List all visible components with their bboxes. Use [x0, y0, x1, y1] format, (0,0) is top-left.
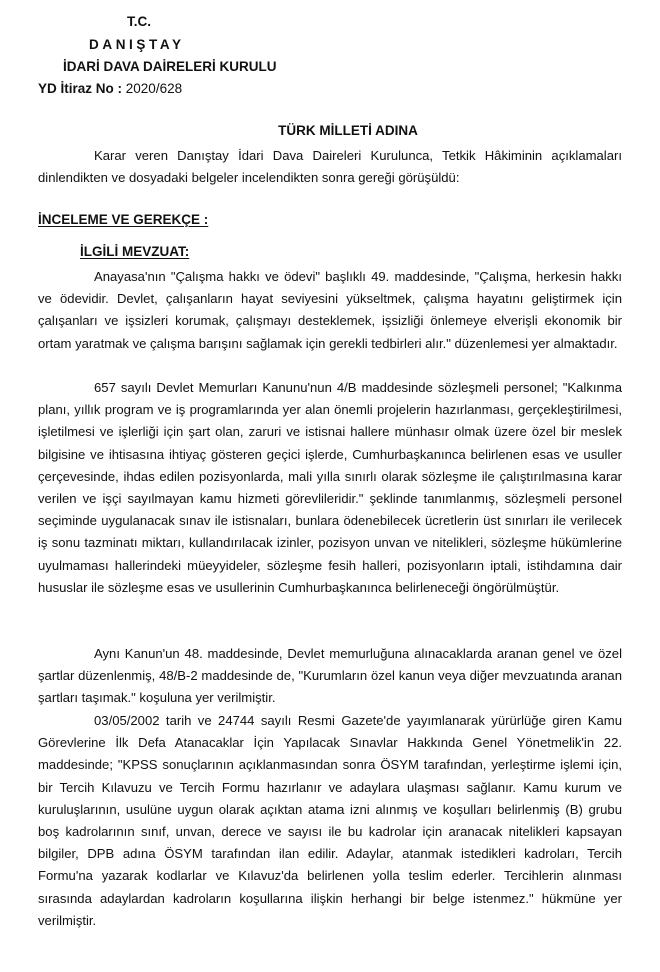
header-file-reference	[38, 81, 182, 96]
subsection-heading: İLGİLİ MEVZUAT:	[80, 244, 190, 259]
body-paragraph: Aynı Kanun'un 48. maddesinde, Devlet memurluğuna alınacaklarda aranan genel ve özel şartlar düzenlenmiş, 48/B-2 maddesinde de, "Kurumların özel kanun veya diğer mevzuatında aranan şartları taşımak." koşuluna yer verilmiştir.	[38, 646, 622, 706]
file-number: 2020/628	[125, 81, 183, 96]
page-title: TÜRK MİLLETİ ADINA	[278, 123, 418, 138]
intro-paragraph: Karar veren Danıştay İdari Dava Daireleri Kurulunca, Tetkik Hâkiminin açıklamaları dinlendikten ve dosyadaki belgeler incelendikten sonra gereği görüşüldü:	[38, 148, 622, 186]
header-tc: T.C.	[127, 14, 152, 29]
body-paragraph: Anayasa'nın "Çalışma hakkı ve ödevi" başlıklı 49. maddesinde, "Çalışma, herkesin hakkı ve ödevidir. Devlet, çalışanların hayat seviyesini yükseltmek, çalışma hayatını geliştirmek için çalışanları ve işsizleri korumak, çalışmayı desteklemek, işsizliği önlemeye elverişli ekonomik bir ortam yaratmak ve çalışma barışını sağlamak için gerekli tedbirleri alır." düzenlemesi yer almaktadır.	[38, 269, 622, 351]
body-paragraph: 03/05/2002 tarih ve 24744 sayılı Resmi Gazete'de yayımlanarak yürürlüğe giren Kamu Görevlerine İlk Defa Atanacaklar İçin Yapılacak Sınavlar Hakkında Genel Yönetmelik'in 22. maddesinde; "KPSS sonuçlarının açıklanmasından sonra ÖSYM tarafından, yerleştirme işlemi için, bir Tercih Kılavuzu ve Tercih Formu hazırlanır ve adaylara ulaşması sağlanır. Kamu kurum ve kuruluşlarının, usulüne uygun olarak açıktan atama izni alınmış ve koşulları belirlenmiş (B) grubu boş kadrolarının sınıf, unvan, derece ve sayısı ile bu kadrolar için aranacak nitelikleri kapsayan bilgiler, DPB adına ÖSYM tarafından ilan edilir. Adaylar, atanmak istedikleri kadroları, Tercih Formu'na yazarak kodlarlar ve Kılavuz'da belirlenen yolla teslim ederler. Tercihlerin alınması sırasında adaylardan kadroların koşullarına ilişkin herhangi bir belge istenmez." hükmüne yer verilmiştir.	[38, 713, 622, 928]
body-paragraph: 657 sayılı Devlet Memurları Kanunu'nun 4/B maddesinde sözleşmeli personel; "Kalkınma planı, yıllık program ve iş programlarında yer alan önemli projelerin hazırlanması, gerçekleştirilmesi, işletilmesi ve işlerliği için şart olan, zaruri ve istisnai hallere münhasır olmak üzere özel bir meslek bilgisine ve ihtisasına ihtiyaç gösteren geçici işlerde, Cumhurbaşkanınca belirlenen esas ve usuller çerçevesinde, ihdas edilen pozisyonlarda, mali yılla sınırlı olarak sözleşme ile çalıştırılmasına karar verilen ve işçi sayılmayan kamu hizmeti görevlileridir." şeklinde tanımlanmış, sözleşmeli personel seçiminde uygulanacak sınav ile istisnaları, bunlara ödenebilecek ücretlerin üst sınırları ile verilecek iş sonu tazminatı miktarı, kullandırılacak izinler, pozisyon unvan ve nitelikleri, sözleşme hükümlerine uyulmaması hallerindeki müeyyideler, sözleşme fesih halleri, pozisyonların iptali, istihdamına dair hususlar ile sözleşme esas ve usullerinin Cumhurbaşkanınca belirleneceği öngörülmüştür.	[38, 380, 622, 595]
header-board: İDARİ DAVA DAİRELERİ KURULU	[63, 59, 277, 74]
header-institution: DANIŞTAY	[89, 37, 185, 52]
file-label: YD İtiraz No :	[38, 81, 123, 96]
section-heading: İNCELEME VE GEREKÇE :	[38, 212, 209, 227]
